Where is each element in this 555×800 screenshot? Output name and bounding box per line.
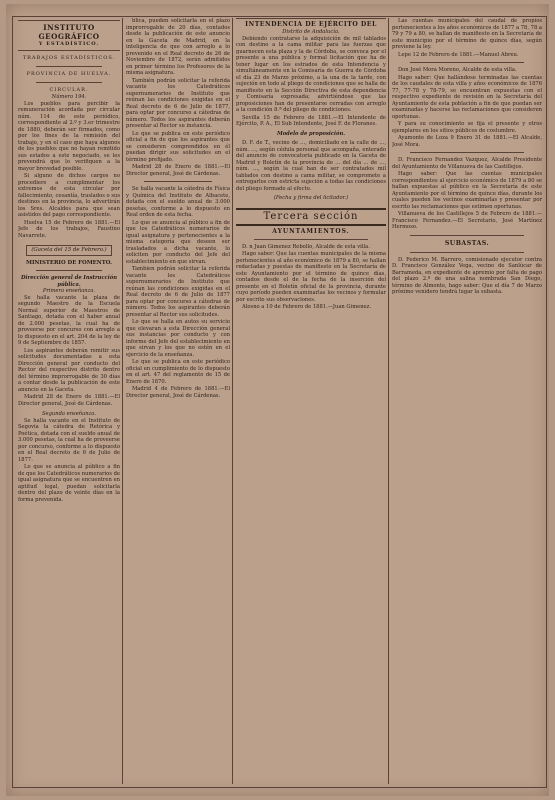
gaceta-label: (Gaceta del 15 de Febrero.) bbox=[26, 245, 112, 256]
paragraph: Lo que se publica en este periódico oficial en cumplimiento de lo dispuesto en el art. 47 del reglamento de 15 de Enero de 1870. bbox=[126, 359, 230, 385]
paragraph: Lo que se publica en este periódico oficial a fin de que los aspirantes que se consideren comprendidos en él puedan dirigir sus solicitudes en el término prefijado. bbox=[126, 130, 230, 163]
paragraph: D. F. de T., vecino de ..., domiciliado en la calle de ..., núm. ..., según cédula personal que acompaña, enterado del anuncio de convocatoria publicado en la Gaceta de Madrid y Boletín de la provincia de ... del día ... de ..., núm. ..., según la cual han de ser contratados mil tablados con destino a cama militar, se compromete a entregarlos con estricta sujeción a todas las condiciones del pliego formado al efecto. bbox=[236, 140, 386, 192]
separator bbox=[36, 82, 102, 83]
column-2 bbox=[126, 18, 230, 784]
direction-heading: Dirección general de Instrucción pública. bbox=[21, 275, 117, 288]
paragraph: Y para su conocimiento se fija el presente y otros ejemplares en los sitios públicos de costumbre. bbox=[392, 121, 542, 134]
separator bbox=[36, 270, 102, 271]
intendencia-heading: INTENDENCIA DE EJÉRCITO DEL bbox=[236, 18, 386, 29]
date-signature: Alosno a 10 de Febrero de 1881.—Juan Gimenez. bbox=[242, 304, 372, 310]
paragraph: Lo que se anuncia al público a fin de que los Catedráticos numerarios de igual asignatura y pertenecientes a la misma categoría que deseen ser trasladados a dicha vacante, lo soliciten por conducto del Jefe del establecimiento en que sirvan. bbox=[126, 219, 230, 265]
paragraph: Hago saber: Que las cuentas municipales correspondientes al ejercicio económico de 1879 a 80 se hallan expuestas al público en la Secretaría de este Ayuntamiento por el término de quince días, durante los cuales pueden los vecinos examinarlas y presentar por escrito las reclamaciones que estimen oportunas. bbox=[392, 171, 542, 210]
section-subheading: Primera enseñanza. bbox=[42, 288, 96, 294]
date-signature: Villanueva de los Castillejos 5 de Febrero de 1881.—Francisco Fernandez.—El Secretario, José Martínez Hermoso. bbox=[392, 211, 542, 230]
newspaper-page bbox=[6, 4, 549, 796]
column-1 bbox=[18, 18, 120, 784]
separator bbox=[36, 66, 102, 67]
separator bbox=[410, 235, 524, 236]
section-title: Tercera sección bbox=[236, 208, 386, 226]
circular-label: CIRCULAR. bbox=[49, 87, 89, 93]
paragraph: Los aspirantes deberán remitir sus solicitudes documentadas a esta Dirección general por conducto del Rector del respectivo distrito dentro del término improrrogable de 30 días a contar desde la publicación de este anuncio en la Gaceta. bbox=[18, 347, 120, 393]
column-rule-2 bbox=[232, 18, 233, 784]
paragraph: D. n Juan Gimenez Rebollo, Alcalde de esta villa. bbox=[242, 243, 370, 250]
subastas-heading: SUBASTAS. bbox=[444, 239, 490, 247]
institute-title-text: INSTITUTO GEOGRÁFICO bbox=[38, 23, 100, 41]
institute-subtitle: Y ESTADÍSTICO. bbox=[38, 41, 100, 47]
signature-note: (Fecha y firma del licitador.) bbox=[273, 195, 349, 201]
separator bbox=[410, 62, 524, 63]
paragraph: Hago saber: Que hallándose terminadas las cuentas de los caudales de esta villa y años económicos de 1876 77, 77-78 y 78-79, se encuentran expuestas con el respectivo expediente de revisión en la Secretaría del Ayuntamiento de esta población a fin de que puedan ser examinadas y hacerse las reclamaciones que consideren oportunas. bbox=[392, 74, 542, 120]
separator bbox=[410, 252, 524, 253]
separator bbox=[410, 152, 524, 153]
paragraph: También podrán solicitar la referida vacante los Catedráticos supernumerarios de Instituto que reúnan las condiciones exigidas en el Real decreto de 6 de Julio de 1877, para optar por concurso a cátedras de número. Todos los aspirantes deberán presentar al Rector su instancia. bbox=[126, 77, 230, 129]
ayuntamientos-heading: AYUNTAMIENTOS. bbox=[272, 227, 350, 235]
column-3 bbox=[236, 18, 386, 784]
paragraph: blica, pueden solicitarla en el plazo improrrogable de 20 días, contados desde la publicación de este anuncio en la Gaceta de Madrid, en la inteligencia de que con arreglo a lo prevenido en el Real decreto de 26 de Noviembre de 1872, serán admitidos en primer término los Profesores de la misma asignatura. bbox=[126, 18, 230, 76]
paragraph: Debiendo contratarse la adquisición de mil tablados con destino a la cama militar para las fuerzas que guarnecen esta plaza y la de Córdoba, se convoca por el presente a una pública y formal licitación que ha de tener lugar en los estrados de esta Intendencia y simultáneamente en la Comisaría de Guerra de Córdoba el día 23 de Marzo próximo, a la una de la tarde, con sujeción en todo al pliego de condiciones que se halla de manifiesto en la Sección Directiva de esta dependencia y Comisaría expresada; advirtiéndose que las proposiciones han de presentarse cerradas con arreglo a la condición 8.ª del pliego de condiciones. bbox=[236, 35, 386, 113]
column-4 bbox=[392, 18, 542, 784]
paragraph: D. Francisco Fernandez Vazquez, Alcalde Presidente del Ayuntamiento de Villanueva de las Castillejos. bbox=[392, 157, 542, 170]
paragraph: Lo que se anuncia al público a fin de que los Catedráticos numerarios de igual asignatura que se encuentren en aptitud legal, puedan solicitarla dentro del plazo de veinte días en la forma prevenida. bbox=[18, 464, 120, 503]
paragraph: Se halla vacante la cátedra de Física y Química del Instituto de Albacete, dotada con el sueldo anual de 3.000 pesetas, conforme a lo dispuesto en Real orden de esta fecha. bbox=[126, 186, 230, 218]
institute-title bbox=[18, 20, 120, 51]
column-rule-1 bbox=[122, 18, 123, 784]
paragraph: Tambien podrán solicitar la referida vacante los Catedráticos supernumerarios de Instituto que reúnan las condiciones exigidas en el Real decreto de 6 de Julio de 1877 para optar por concurso a cátedras de número. Todos los aspirantes deberán presentar al Rector sus solicitudes. bbox=[126, 266, 230, 318]
separator bbox=[144, 181, 212, 182]
model-heading: Modelo de proposición. bbox=[276, 130, 346, 137]
district-label: Distrito de Andalucía. bbox=[282, 29, 340, 35]
paragraph: Los pueblos para percibir la remuneración acordada por circular núm. 114 de este periódico, correspondiente al 2.º y 3.er trimestre de 1880, deberán ser firmados, como por los fines de la remisión del trabajo, y en el caso que haya algunos de los pueblos que no hayan remitido sus estados a este negociado, se les prevendrá que lo verifiquen a la mayor brevedad posible. bbox=[18, 100, 120, 172]
paragraph: Las cuentas municipales del caudal de propios pertenecientes a los años económicos de 1877 a 78, 78 a 79 y 79 a 80, se hallan de manifiesto en la Secretaría de este municipio por el término de quince días, según previene la ley. bbox=[392, 18, 542, 50]
province-label: PROVINCIA DE HUELVA. bbox=[26, 71, 112, 77]
paragraph: Se halla vacante la plaza de segundo Maestro de la Escuela Normal superior de Maestros de Santiago, dotada con el haber anual de 2.000 pesetas, la cual ha de proveerse por concurso con arreglo a lo dispuesto en el art. 204 de la ley de 9 de Septiembre de 1857. bbox=[18, 294, 120, 346]
paragraph: Lo que se halla en autos su servicio que elevaran a esta Dirección general sus instancias por conducto y con informe del Jefe del establecimiento en que sirvan y los que no estén en el ejercicio de la enseñanza. bbox=[126, 319, 230, 358]
paragraph: D. Federico M. Barrero, comisionado ejecutor contra D. Francisco González Vega, vecino de Sanlúcar de Barrameda, en expediente de apremio por falta de pago del plazo 2.º de una salina nombrada San Diego, término de Almonte, hago saber: Que el día 7 de Marzo próximo venidero tendrá lugar la subasta. bbox=[392, 256, 542, 295]
date-signature: Madrid 28 de Enero de 1881.—El Director general, José de Cárdenas. bbox=[18, 394, 120, 407]
circular-number: Número 194. bbox=[51, 94, 87, 100]
date-signature: Madrid 28 de Enero de 1881.—El Director general, José de Cárdenas. bbox=[126, 164, 230, 177]
section-subheading: Segunda enseñanza. bbox=[41, 411, 97, 417]
date-signature: Madrid 4 de Febrero de 1881.—El Director general, José de Cárdenas. bbox=[126, 386, 230, 399]
paragraph: Don José Mora Moreno, Alcalde de esta villa. bbox=[398, 67, 517, 73]
date-signature: Sevilla 15 de Febrero de 1881.—El Intendente de Ejército, P. A., El Sub Intendente, José F. de Floranes. bbox=[236, 114, 386, 127]
date-signature: Lepe 12 de Febrero de 1881.—Manuel Abreu. bbox=[398, 51, 519, 58]
paragraph: Se halla vacante en el Instituto de Segovia la cátedra de Retórica y Poética, dotada con el sueldo anual de 3.000 pesetas, la cual ha de proveerse por concurso, conforme a lo dispuesto en el Real decreto de 6 de Julio de 1877. bbox=[18, 417, 120, 463]
column-rule-3 bbox=[388, 18, 389, 784]
separator bbox=[254, 239, 368, 240]
department-label: TRABAJOS ESTADÍSTICOS. bbox=[22, 55, 116, 61]
date-signature: Huelva 15 de Febrero de 1881.—El Jefe de los trabajos, Faustino Navarrete. bbox=[18, 219, 120, 239]
ministry-heading: MINISTERIO DE FOMENTO. bbox=[26, 259, 112, 266]
paragraph: Si alguno de dichos cargos no procediere a cumplimentar los extremos de esta circular por fallecimiento, cesantía, traslados o sus destinos en la provincia, lo advertirán los Sres. Alcaldes para que sean asistidos del pago correspondiente. bbox=[18, 173, 120, 218]
date-signature: Ayamonte de Loza 9 Enero 31 de 1881.—El Alcalde, José Mora. bbox=[392, 135, 542, 148]
paragraph: Hago saber: Que las cuentas municipales de la misma pertenecientes al año económico de 1879 a 80, se hallan redactadas y puestas de manifiesto en la Secretaría de este Ayuntamiento por el término de quince días, contados desde el de la fecha de la inserción del presente en el Boletín oficial de la provincia, durante cuyo período pueden examinarlas los vecinos y formular por escrito sus observaciones. bbox=[236, 251, 386, 303]
